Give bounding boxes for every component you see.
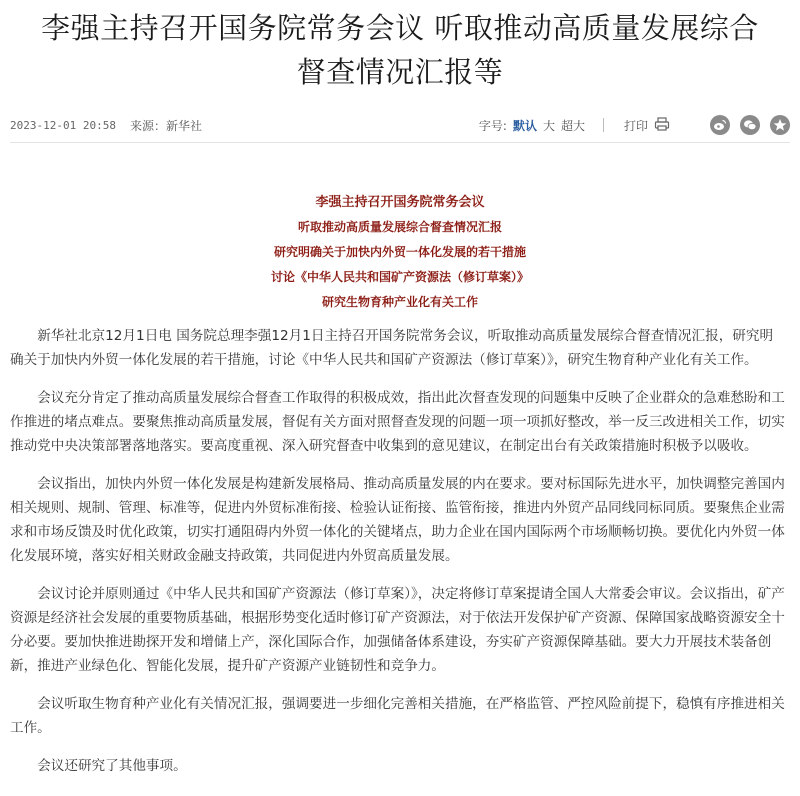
- article-meta-bar: [10, 108, 790, 143]
- body-paragraph: 会议指出，加快内外贸一体化发展是构建新发展格局、推动高质量发展的内在要求。要对标国际先进水平，加快调整完善国内相关规则、规制、管理、标准等，促进内外贸标准衔接、检验认证衔接、监管衔接，推进内外贸产品同线同标同质。要聚焦企业需求和市场反馈及时优化政策，切实打通阻碍内外贸一体化的关键堵点，助力企业在国内国际两个市场顺畅切换。要优化内外贸一体化发展环境，落实好相关财政金融支持政策，共同促进内外贸高质量发展。: [10, 476, 785, 564]
- article-title-line-2: 督查情况汇报等: [296, 55, 504, 89]
- font-size-large-button[interactable]: 大: [542, 118, 555, 133]
- body-paragraph: 会议充分肯定了推动高质量发展综合督查工作取得的积极成效，指出此次督查发现的问题集中反映了企业群众的急难愁盼和工作推进的堵点难点。要聚焦推动高质量发展，督促有关方面对照督查发现的问题一项一项抓好整改，举一反三改进相关工作，切实推动党中央决策部署落地落实。要高度重视、深入研究督查中收集到的意见建议，在制定出台有关政策措施时积极予以吸收。: [10, 390, 785, 454]
- article-summary: [0, 190, 800, 315]
- summary-line: 李强主持召开国务院常务会议: [315, 195, 485, 210]
- source: [130, 117, 202, 134]
- source-name: 新华社: [165, 118, 202, 133]
- font-size-label: 字号:: [478, 118, 507, 133]
- summary-line: 研究明确关于加快内外贸一体化发展的若干措施: [273, 245, 526, 259]
- weibo-icon[interactable]: [710, 115, 730, 135]
- body-paragraph: 新华社北京12月1日电 国务院总理李强12月1日主持召开国务院常务会议，听取推动高质量发展综合督查情况汇报，研究明确关于加快内外贸一体化发展的若干措施，讨论《中华人民共和国矿产资源法（修订草案）》，研究生物育种产业化有关工作。: [10, 328, 774, 368]
- font-size-default-button[interactable]: 默认: [512, 118, 537, 133]
- body-paragraph: 会议讨论并原则通过《中华人民共和国矿产资源法（修订草案）》，决定将修订草案提请全国人大常委会审议。会议指出，矿产资源是经济社会发展的重要物质基础，根据形势变化适时修订矿产资源法，对于依法开发保护矿产资源、保障国家战略资源安全十分必要。要加快推进勘探开发和增储上产，深化国际合作，加强储备体系建设，夯实矿产资源保障基础。要大力开展技术装备创新，推进产业绿色化、智能化发展，提升矿产资源产业链韧性和竞争力。: [10, 586, 785, 674]
- favorite-star-icon[interactable]: [770, 115, 790, 135]
- printer-icon: [654, 117, 670, 134]
- share-bar: [710, 115, 790, 135]
- font-size-xlarge-button[interactable]: 超大: [560, 118, 585, 133]
- publish-date: 2023-12-01 20:58: [10, 118, 116, 132]
- source-label: 来源：: [129, 118, 166, 133]
- wechat-icon[interactable]: [740, 115, 760, 135]
- font-size-selector: [479, 117, 585, 134]
- print-label: 打印: [623, 118, 648, 133]
- article-body: [10, 324, 785, 792]
- body-paragraph: 会议还研究了其他事项。: [37, 758, 187, 774]
- summary-line: 听取推动高质量发展综合督查情况汇报: [297, 220, 502, 234]
- article-title: [0, 0, 800, 94]
- print-button[interactable]: [624, 117, 670, 134]
- summary-line: 讨论《中华人民共和国矿产资源法（修订草案）》: [270, 270, 529, 284]
- article-title-line-1: 李强主持召开国务院常务会议 听取推动高质量发展综合: [41, 11, 759, 45]
- divider: [603, 118, 604, 132]
- body-paragraph: 会议听取生物育种产业化有关情况汇报，强调要进一步细化完善相关措施，在严格监管、严控风险前提下，稳慎有序推进相关工作。: [10, 696, 785, 736]
- summary-line: 研究生物育种产业化有关工作: [321, 295, 478, 309]
